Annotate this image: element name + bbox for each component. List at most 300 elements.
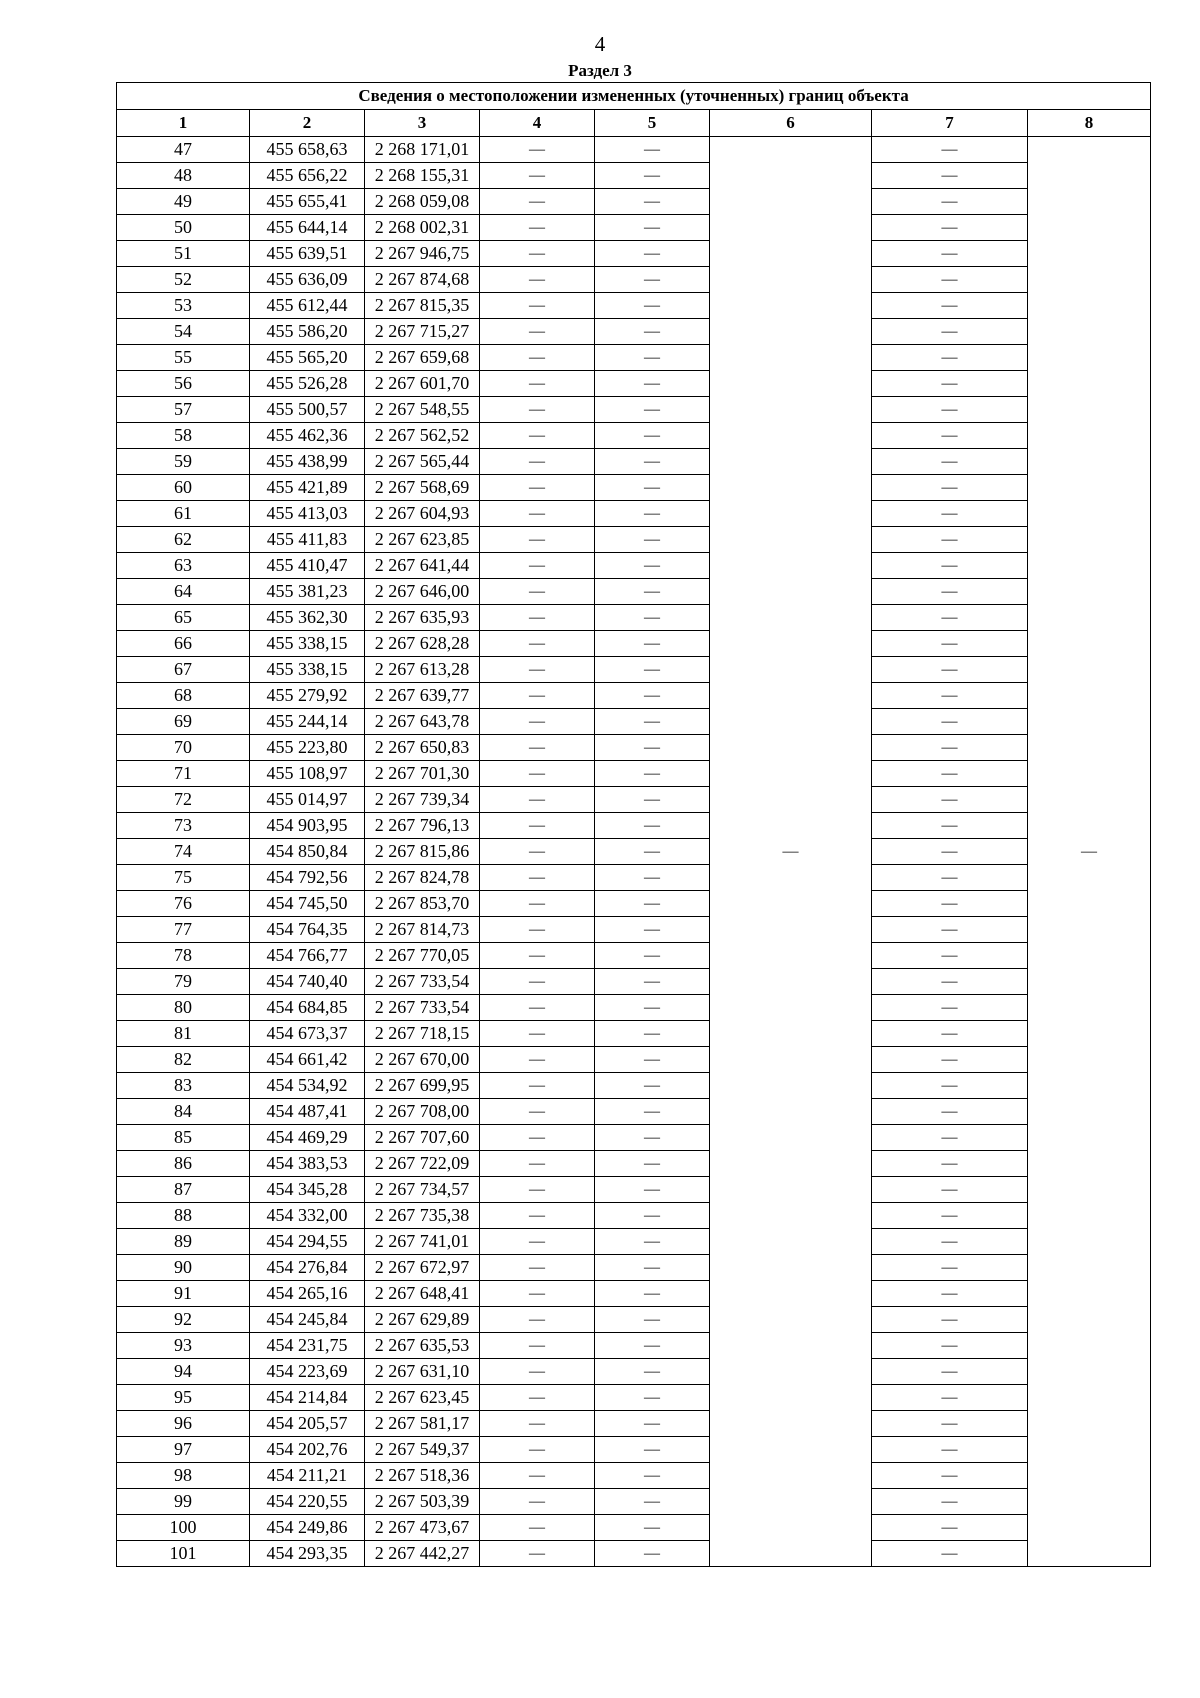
col4-dash-cell: — (480, 735, 595, 761)
x-coordinate-cell: 454 534,92 (250, 1073, 365, 1099)
col7-dash-cell: — (872, 735, 1028, 761)
x-coordinate-cell: 454 249,86 (250, 1515, 365, 1541)
x-coordinate-cell: 454 903,95 (250, 813, 365, 839)
x-coordinate-cell: 455 639,51 (250, 241, 365, 267)
header-col-3: 3 (365, 110, 480, 137)
table-body (117, 137, 1151, 1567)
col5-dash-cell: — (595, 1411, 710, 1437)
col8-merged-cell: — (1028, 137, 1151, 1567)
table-row (117, 189, 1151, 215)
y-coordinate-cell: 2 268 171,01 (365, 137, 480, 163)
table-row (117, 917, 1151, 943)
point-number-cell: 98 (117, 1463, 250, 1489)
y-coordinate-cell: 2 267 815,86 (365, 839, 480, 865)
col5-dash-cell: — (595, 1099, 710, 1125)
col7-dash-cell: — (872, 1203, 1028, 1229)
col7-dash-cell: — (872, 501, 1028, 527)
table-row (117, 1021, 1151, 1047)
col7-dash-cell: — (872, 1541, 1028, 1567)
table-row (117, 1125, 1151, 1151)
point-number-cell: 76 (117, 891, 250, 917)
y-coordinate-cell: 2 267 722,09 (365, 1151, 480, 1177)
col4-dash-cell: — (480, 631, 595, 657)
col4-dash-cell: — (480, 865, 595, 891)
table-row (117, 761, 1151, 787)
x-coordinate-cell: 455 338,15 (250, 631, 365, 657)
table-row (117, 891, 1151, 917)
x-coordinate-cell: 454 231,75 (250, 1333, 365, 1359)
x-coordinate-cell: 454 850,84 (250, 839, 365, 865)
col4-dash-cell: — (480, 553, 595, 579)
col5-dash-cell: — (595, 1073, 710, 1099)
y-coordinate-cell: 2 267 623,45 (365, 1385, 480, 1411)
table-row (117, 839, 1151, 865)
point-number-cell: 100 (117, 1515, 250, 1541)
y-coordinate-cell: 2 267 581,17 (365, 1411, 480, 1437)
col5-dash-cell: — (595, 657, 710, 683)
table-row (117, 449, 1151, 475)
point-number-cell: 59 (117, 449, 250, 475)
col7-dash-cell: — (872, 241, 1028, 267)
col7-dash-cell: — (872, 293, 1028, 319)
table-row (117, 813, 1151, 839)
header-col-5: 5 (595, 110, 710, 137)
col7-dash-cell: — (872, 1099, 1028, 1125)
col5-dash-cell: — (595, 1359, 710, 1385)
col7-dash-cell: — (872, 943, 1028, 969)
point-number-cell: 52 (117, 267, 250, 293)
y-coordinate-cell: 2 267 473,67 (365, 1515, 480, 1541)
x-coordinate-cell: 454 792,56 (250, 865, 365, 891)
x-coordinate-cell: 454 265,16 (250, 1281, 365, 1307)
y-coordinate-cell: 2 267 874,68 (365, 267, 480, 293)
col5-dash-cell: — (595, 605, 710, 631)
col5-dash-cell: — (595, 1125, 710, 1151)
table-row (117, 995, 1151, 1021)
col7-dash-cell: — (872, 475, 1028, 501)
col5-dash-cell: — (595, 891, 710, 917)
col7-dash-cell: — (872, 1437, 1028, 1463)
x-coordinate-cell: 455 421,89 (250, 475, 365, 501)
col7-dash-cell: — (872, 1515, 1028, 1541)
table-row (117, 1515, 1151, 1541)
col5-dash-cell: — (595, 1203, 710, 1229)
col4-dash-cell: — (480, 761, 595, 787)
col7-dash-cell: — (872, 787, 1028, 813)
x-coordinate-cell: 454 345,28 (250, 1177, 365, 1203)
table-row (117, 475, 1151, 501)
y-coordinate-cell: 2 267 568,69 (365, 475, 480, 501)
x-coordinate-cell: 454 745,50 (250, 891, 365, 917)
col4-dash-cell: — (480, 449, 595, 475)
col4-dash-cell: — (480, 1203, 595, 1229)
header-col-1: 1 (117, 110, 250, 137)
col5-dash-cell: — (595, 1307, 710, 1333)
x-coordinate-cell: 455 223,80 (250, 735, 365, 761)
col4-dash-cell: — (480, 709, 595, 735)
y-coordinate-cell: 2 267 613,28 (365, 657, 480, 683)
x-coordinate-cell: 455 586,20 (250, 319, 365, 345)
col5-dash-cell: — (595, 1281, 710, 1307)
header-col-6: 6 (710, 110, 872, 137)
table-row (117, 1151, 1151, 1177)
table-row (117, 1229, 1151, 1255)
col4-dash-cell: — (480, 1359, 595, 1385)
point-number-cell: 58 (117, 423, 250, 449)
y-coordinate-cell: 2 267 650,83 (365, 735, 480, 761)
point-number-cell: 81 (117, 1021, 250, 1047)
table-row (117, 371, 1151, 397)
y-coordinate-cell: 2 267 648,41 (365, 1281, 480, 1307)
col5-dash-cell: — (595, 1333, 710, 1359)
col5-dash-cell: — (595, 267, 710, 293)
table-row (117, 1385, 1151, 1411)
col5-dash-cell: — (595, 813, 710, 839)
x-coordinate-cell: 454 469,29 (250, 1125, 365, 1151)
table-row (117, 1307, 1151, 1333)
x-coordinate-cell: 455 244,14 (250, 709, 365, 735)
y-coordinate-cell: 2 267 635,53 (365, 1333, 480, 1359)
point-number-cell: 92 (117, 1307, 250, 1333)
col4-dash-cell: — (480, 1073, 595, 1099)
table-row (117, 1359, 1151, 1385)
y-coordinate-cell: 2 267 442,27 (365, 1541, 480, 1567)
col5-dash-cell: — (595, 1229, 710, 1255)
y-coordinate-cell: 2 267 708,00 (365, 1099, 480, 1125)
table-row (117, 137, 1151, 163)
table-row (117, 579, 1151, 605)
point-number-cell: 72 (117, 787, 250, 813)
col5-dash-cell: — (595, 319, 710, 345)
y-coordinate-cell: 2 267 549,37 (365, 1437, 480, 1463)
point-number-cell: 56 (117, 371, 250, 397)
point-number-cell: 70 (117, 735, 250, 761)
point-number-cell: 71 (117, 761, 250, 787)
col5-dash-cell: — (595, 527, 710, 553)
x-coordinate-cell: 455 411,83 (250, 527, 365, 553)
point-number-cell: 65 (117, 605, 250, 631)
col4-dash-cell: — (480, 1333, 595, 1359)
x-coordinate-cell: 455 279,92 (250, 683, 365, 709)
x-coordinate-cell: 455 362,30 (250, 605, 365, 631)
y-coordinate-cell: 2 267 739,34 (365, 787, 480, 813)
y-coordinate-cell: 2 267 601,70 (365, 371, 480, 397)
point-number-cell: 87 (117, 1177, 250, 1203)
col7-dash-cell: — (872, 1125, 1028, 1151)
table-row (117, 553, 1151, 579)
point-number-cell: 96 (117, 1411, 250, 1437)
col7-dash-cell: — (872, 761, 1028, 787)
x-coordinate-cell: 455 410,47 (250, 553, 365, 579)
col5-dash-cell: — (595, 449, 710, 475)
col7-dash-cell: — (872, 397, 1028, 423)
point-number-cell: 97 (117, 1437, 250, 1463)
point-number-cell: 64 (117, 579, 250, 605)
point-number-cell: 73 (117, 813, 250, 839)
table-row (117, 423, 1151, 449)
col7-dash-cell: — (872, 527, 1028, 553)
x-coordinate-cell: 455 658,63 (250, 137, 365, 163)
x-coordinate-cell: 454 214,84 (250, 1385, 365, 1411)
col5-dash-cell: — (595, 1489, 710, 1515)
x-coordinate-cell: 454 211,21 (250, 1463, 365, 1489)
col5-dash-cell: — (595, 1021, 710, 1047)
table-row (117, 345, 1151, 371)
col4-dash-cell: — (480, 1515, 595, 1541)
col7-dash-cell: — (872, 1021, 1028, 1047)
col4-dash-cell: — (480, 1463, 595, 1489)
page-number: 4 (594, 32, 606, 56)
x-coordinate-cell: 454 764,35 (250, 917, 365, 943)
col4-dash-cell: — (480, 1125, 595, 1151)
point-number-cell: 85 (117, 1125, 250, 1151)
col4-dash-cell: — (480, 241, 595, 267)
col5-dash-cell: — (595, 1541, 710, 1567)
col4-dash-cell: — (480, 995, 595, 1021)
col4-dash-cell: — (480, 683, 595, 709)
y-coordinate-cell: 2 267 718,15 (365, 1021, 480, 1047)
y-coordinate-cell: 2 267 548,55 (365, 397, 480, 423)
col7-dash-cell: — (872, 1307, 1028, 1333)
point-number-cell: 61 (117, 501, 250, 527)
point-number-cell: 80 (117, 995, 250, 1021)
col5-dash-cell: — (595, 345, 710, 371)
point-number-cell: 88 (117, 1203, 250, 1229)
y-coordinate-cell: 2 267 699,95 (365, 1073, 480, 1099)
table-row (117, 1255, 1151, 1281)
table-header-row (117, 110, 1151, 137)
y-coordinate-cell: 2 267 503,39 (365, 1489, 480, 1515)
col5-dash-cell: — (595, 475, 710, 501)
col7-dash-cell: — (872, 423, 1028, 449)
col4-dash-cell: — (480, 1099, 595, 1125)
y-coordinate-cell: 2 267 707,60 (365, 1125, 480, 1151)
point-number-cell: 94 (117, 1359, 250, 1385)
point-number-cell: 77 (117, 917, 250, 943)
table-row (117, 527, 1151, 553)
point-number-cell: 82 (117, 1047, 250, 1073)
x-coordinate-cell: 454 220,55 (250, 1489, 365, 1515)
table-row (117, 1073, 1151, 1099)
point-number-cell: 75 (117, 865, 250, 891)
point-number-cell: 93 (117, 1333, 250, 1359)
col5-dash-cell: — (595, 189, 710, 215)
point-number-cell: 67 (117, 657, 250, 683)
col7-dash-cell: — (872, 137, 1028, 163)
point-number-cell: 60 (117, 475, 250, 501)
x-coordinate-cell: 455 565,20 (250, 345, 365, 371)
table-row (117, 709, 1151, 735)
x-coordinate-cell: 455 438,99 (250, 449, 365, 475)
col7-dash-cell: — (872, 163, 1028, 189)
col7-dash-cell: — (872, 1489, 1028, 1515)
col7-dash-cell: — (872, 1385, 1028, 1411)
point-number-cell: 51 (117, 241, 250, 267)
y-coordinate-cell: 2 267 646,00 (365, 579, 480, 605)
col5-dash-cell: — (595, 709, 710, 735)
point-number-cell: 63 (117, 553, 250, 579)
col7-dash-cell: — (872, 1463, 1028, 1489)
col4-dash-cell: — (480, 371, 595, 397)
col4-dash-cell: — (480, 397, 595, 423)
col7-dash-cell: — (872, 631, 1028, 657)
col4-dash-cell: — (480, 1177, 595, 1203)
table-row (117, 943, 1151, 969)
table-row (117, 631, 1151, 657)
col7-dash-cell: — (872, 1411, 1028, 1437)
header-col-8: 8 (1028, 110, 1151, 137)
point-number-cell: 55 (117, 345, 250, 371)
x-coordinate-cell: 455 636,09 (250, 267, 365, 293)
section-title: Раздел 3 (568, 61, 632, 80)
table-row (117, 501, 1151, 527)
col4-dash-cell: — (480, 1489, 595, 1515)
table-row (117, 787, 1151, 813)
col4-dash-cell: — (480, 969, 595, 995)
x-coordinate-cell: 454 332,00 (250, 1203, 365, 1229)
col7-dash-cell: — (872, 865, 1028, 891)
y-coordinate-cell: 2 267 604,93 (365, 501, 480, 527)
col5-dash-cell: — (595, 995, 710, 1021)
table-row (117, 1281, 1151, 1307)
point-number-cell: 101 (117, 1541, 250, 1567)
point-number-cell: 49 (117, 189, 250, 215)
col5-dash-cell: — (595, 865, 710, 891)
point-number-cell: 48 (117, 163, 250, 189)
col5-dash-cell: — (595, 1047, 710, 1073)
x-coordinate-cell: 454 766,77 (250, 943, 365, 969)
y-coordinate-cell: 2 267 853,70 (365, 891, 480, 917)
x-coordinate-cell: 455 462,36 (250, 423, 365, 449)
x-coordinate-cell: 454 740,40 (250, 969, 365, 995)
col7-dash-cell: — (872, 1073, 1028, 1099)
col7-dash-cell: — (872, 683, 1028, 709)
y-coordinate-cell: 2 267 946,75 (365, 241, 480, 267)
col7-dash-cell: — (872, 449, 1028, 475)
x-coordinate-cell: 455 656,22 (250, 163, 365, 189)
x-coordinate-cell: 455 655,41 (250, 189, 365, 215)
col5-dash-cell: — (595, 1255, 710, 1281)
y-coordinate-cell: 2 267 639,77 (365, 683, 480, 709)
table-row (117, 1541, 1151, 1567)
col4-dash-cell: — (480, 189, 595, 215)
col7-dash-cell: — (872, 215, 1028, 241)
col7-dash-cell: — (872, 1359, 1028, 1385)
x-coordinate-cell: 454 245,84 (250, 1307, 365, 1333)
col5-dash-cell: — (595, 1463, 710, 1489)
point-number-cell: 66 (117, 631, 250, 657)
col7-dash-cell: — (872, 969, 1028, 995)
x-coordinate-cell: 455 413,03 (250, 501, 365, 527)
x-coordinate-cell: 454 294,55 (250, 1229, 365, 1255)
x-coordinate-cell: 454 684,85 (250, 995, 365, 1021)
table-row (117, 1099, 1151, 1125)
table-row (117, 1333, 1151, 1359)
x-coordinate-cell: 454 205,57 (250, 1411, 365, 1437)
x-coordinate-cell: 454 487,41 (250, 1099, 365, 1125)
y-coordinate-cell: 2 267 659,68 (365, 345, 480, 371)
point-number-cell: 50 (117, 215, 250, 241)
point-number-cell: 84 (117, 1099, 250, 1125)
table-row (117, 163, 1151, 189)
col7-dash-cell: — (872, 1255, 1028, 1281)
col5-dash-cell: — (595, 683, 710, 709)
table-row (117, 293, 1151, 319)
col4-dash-cell: — (480, 787, 595, 813)
table-row (117, 735, 1151, 761)
y-coordinate-cell: 2 267 734,57 (365, 1177, 480, 1203)
point-number-cell: 57 (117, 397, 250, 423)
col4-dash-cell: — (480, 267, 595, 293)
y-coordinate-cell: 2 267 631,10 (365, 1359, 480, 1385)
col7-dash-cell: — (872, 917, 1028, 943)
col4-dash-cell: — (480, 475, 595, 501)
point-number-cell: 74 (117, 839, 250, 865)
col7-dash-cell: — (872, 189, 1028, 215)
y-coordinate-cell: 2 267 715,27 (365, 319, 480, 345)
y-coordinate-cell: 2 267 770,05 (365, 943, 480, 969)
col7-dash-cell: — (872, 1281, 1028, 1307)
table-row (117, 657, 1151, 683)
table-row (117, 319, 1151, 345)
point-number-cell: 53 (117, 293, 250, 319)
table-row (117, 1411, 1151, 1437)
col7-dash-cell: — (872, 709, 1028, 735)
y-coordinate-cell: 2 267 733,54 (365, 969, 480, 995)
col4-dash-cell: — (480, 1021, 595, 1047)
table-row (117, 605, 1151, 631)
x-coordinate-cell: 455 381,23 (250, 579, 365, 605)
y-coordinate-cell: 2 267 565,44 (365, 449, 480, 475)
point-number-cell: 83 (117, 1073, 250, 1099)
y-coordinate-cell: 2 267 824,78 (365, 865, 480, 891)
header-col-7: 7 (872, 110, 1028, 137)
point-number-cell: 90 (117, 1255, 250, 1281)
col4-dash-cell: — (480, 943, 595, 969)
y-coordinate-cell: 2 267 741,01 (365, 1229, 480, 1255)
x-coordinate-cell: 455 644,14 (250, 215, 365, 241)
col7-dash-cell: — (872, 579, 1028, 605)
point-number-cell: 78 (117, 943, 250, 969)
table-caption: Сведения о местоположении измененных (уточненных) границ объекта (117, 83, 1151, 110)
col4-dash-cell: — (480, 527, 595, 553)
point-number-cell: 91 (117, 1281, 250, 1307)
point-number-cell: 62 (117, 527, 250, 553)
x-coordinate-cell: 454 223,69 (250, 1359, 365, 1385)
col4-dash-cell: — (480, 423, 595, 449)
col5-dash-cell: — (595, 553, 710, 579)
y-coordinate-cell: 2 267 628,28 (365, 631, 480, 657)
y-coordinate-cell: 2 267 670,00 (365, 1047, 480, 1073)
x-coordinate-cell: 454 276,84 (250, 1255, 365, 1281)
table-row (117, 1203, 1151, 1229)
col7-dash-cell: — (872, 839, 1028, 865)
col7-dash-cell: — (872, 1177, 1028, 1203)
col7-dash-cell: — (872, 995, 1028, 1021)
col5-dash-cell: — (595, 579, 710, 605)
col6-merged-cell: — (710, 137, 872, 1567)
col7-dash-cell: — (872, 553, 1028, 579)
point-number-cell: 54 (117, 319, 250, 345)
x-coordinate-cell: 455 500,57 (250, 397, 365, 423)
col4-dash-cell: — (480, 579, 595, 605)
col5-dash-cell: — (595, 917, 710, 943)
col5-dash-cell: — (595, 839, 710, 865)
col4-dash-cell: — (480, 215, 595, 241)
y-coordinate-cell: 2 267 796,13 (365, 813, 480, 839)
point-number-cell: 79 (117, 969, 250, 995)
y-coordinate-cell: 2 267 815,35 (365, 293, 480, 319)
